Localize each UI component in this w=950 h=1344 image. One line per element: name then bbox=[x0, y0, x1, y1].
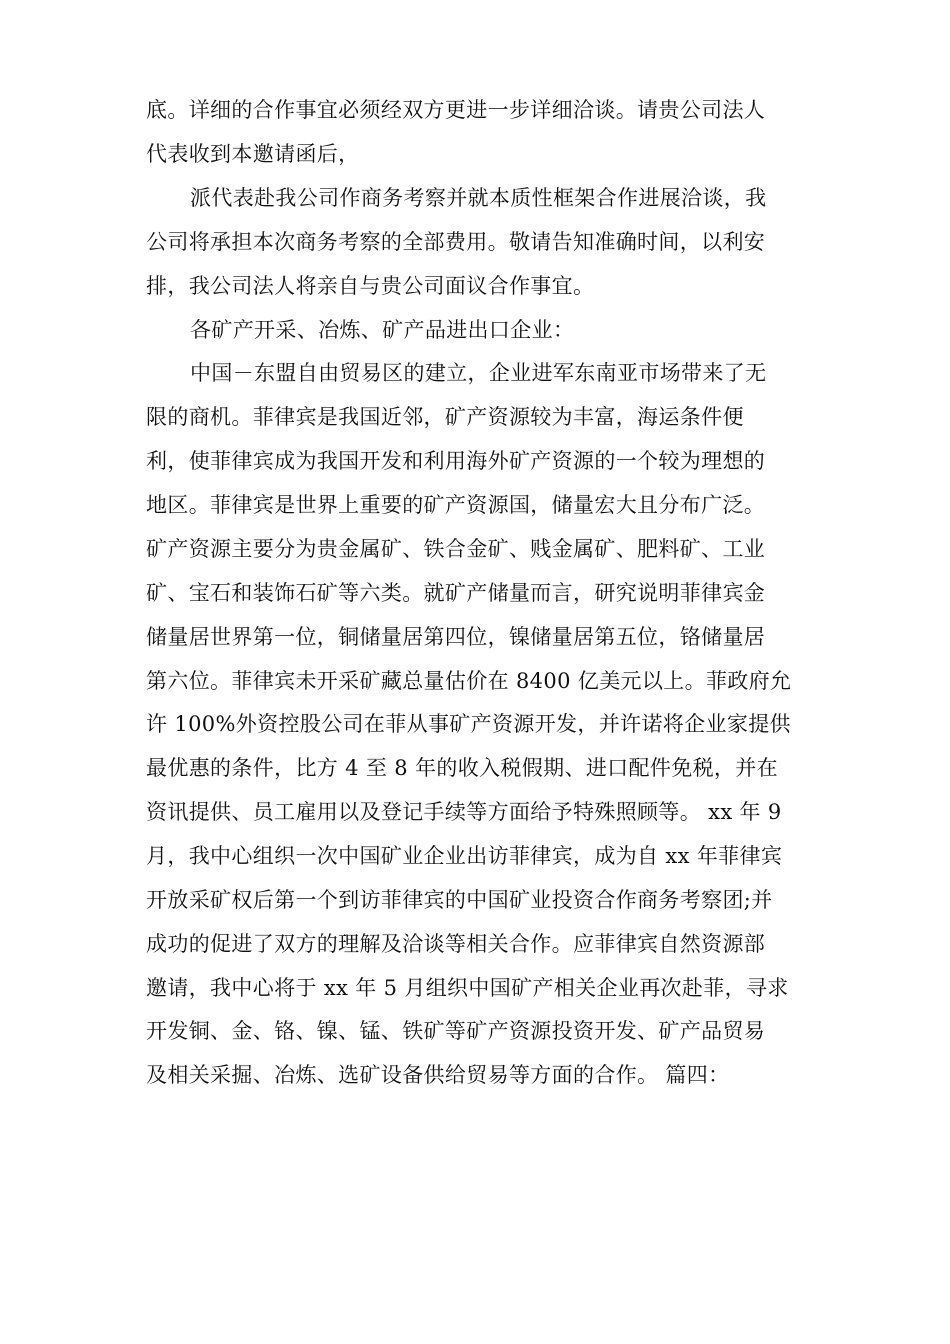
text-line: 资讯提供、员工雇用以及登记手续等方面给予特殊照顾等。 xx 年 9 bbox=[146, 800, 782, 824]
text-line: 矿产资源主要分为贵金属矿、铁合金矿、贱金属矿、肥料矿、工业 bbox=[146, 537, 766, 561]
paragraph-first-line: 派代表赴我公司作商务考察并就本质性框架合作进展洽谈，我 bbox=[190, 186, 767, 210]
text-line: 公司将承担本次商务考察的全部费用。敬请告知准确时间，以利安 bbox=[146, 230, 766, 254]
text-line: 第六位。菲律宾未开采矿藏总量估价在 8400 亿美元以上。菲政府允 bbox=[146, 669, 792, 693]
text-line: 成功的促进了双方的理解及洽谈等相关合作。应菲律宾自然资源部 bbox=[146, 932, 766, 956]
text-line: 邀请，我中心将于 xx 年 5 月组织中国矿产相关企业再次赴菲，寻求 bbox=[146, 976, 789, 1000]
text-line: 矿、宝石和装饰石矿等六类。就矿产储量而言，研究说明菲律宾金 bbox=[146, 581, 766, 605]
text-line: 及相关采掘、冶炼、选矿设备供给贸易等方面的合作。 篇四： bbox=[146, 1063, 730, 1087]
text-line: 限的商机。菲律宾是我国近邻，矿产资源较为丰富，海运条件便 bbox=[146, 405, 744, 429]
text-line: 最优惠的条件，比方 4 至 8 年的收入税假期、进口配件免税，并在 bbox=[146, 756, 778, 780]
text-line: 代表收到本邀请函后， bbox=[146, 142, 360, 166]
text-line: 底。详细的合作事宜必须经双方更进一步详细洽谈。请贵公司法人 bbox=[146, 98, 766, 122]
text-line: 地区。菲律宾是世界上重要的矿产资源国，储量宏大且分布广泛。 bbox=[146, 493, 766, 517]
text-line: 月，我中心组织一次中国矿业企业出访菲律宾，成为自 xx 年菲律宾 bbox=[146, 844, 783, 868]
text-line: 储量居世界第一位，铜储量居第四位，镍储量居第五位，铬储量居 bbox=[146, 625, 766, 649]
text-line: 利，使菲律宾成为我国开发和利用海外矿产资源的一个较为理想的 bbox=[146, 449, 766, 473]
text-line: 开发铜、金、铬、镍、锰、铁矿等矿产资源投资开发、矿产品贸易 bbox=[146, 1019, 766, 1043]
text-line: 排，我公司法人将亲自与贵公司面议合作事宜。 bbox=[146, 274, 595, 298]
paragraph-first-line: 中国－东盟自由贸易区的建立，企业进军东南亚市场带来了无 bbox=[190, 361, 767, 385]
salutation: 各矿产开采、冶炼、矿产品进出口企业： bbox=[190, 318, 575, 342]
text-line: 开放采矿权后第一个到访菲律宾的中国矿业投资合作商务考察团;并 bbox=[146, 888, 773, 912]
text-line: 许 100%外资控股公司在菲从事矿产资源开发，并许诺将企业家提供 bbox=[146, 712, 791, 736]
